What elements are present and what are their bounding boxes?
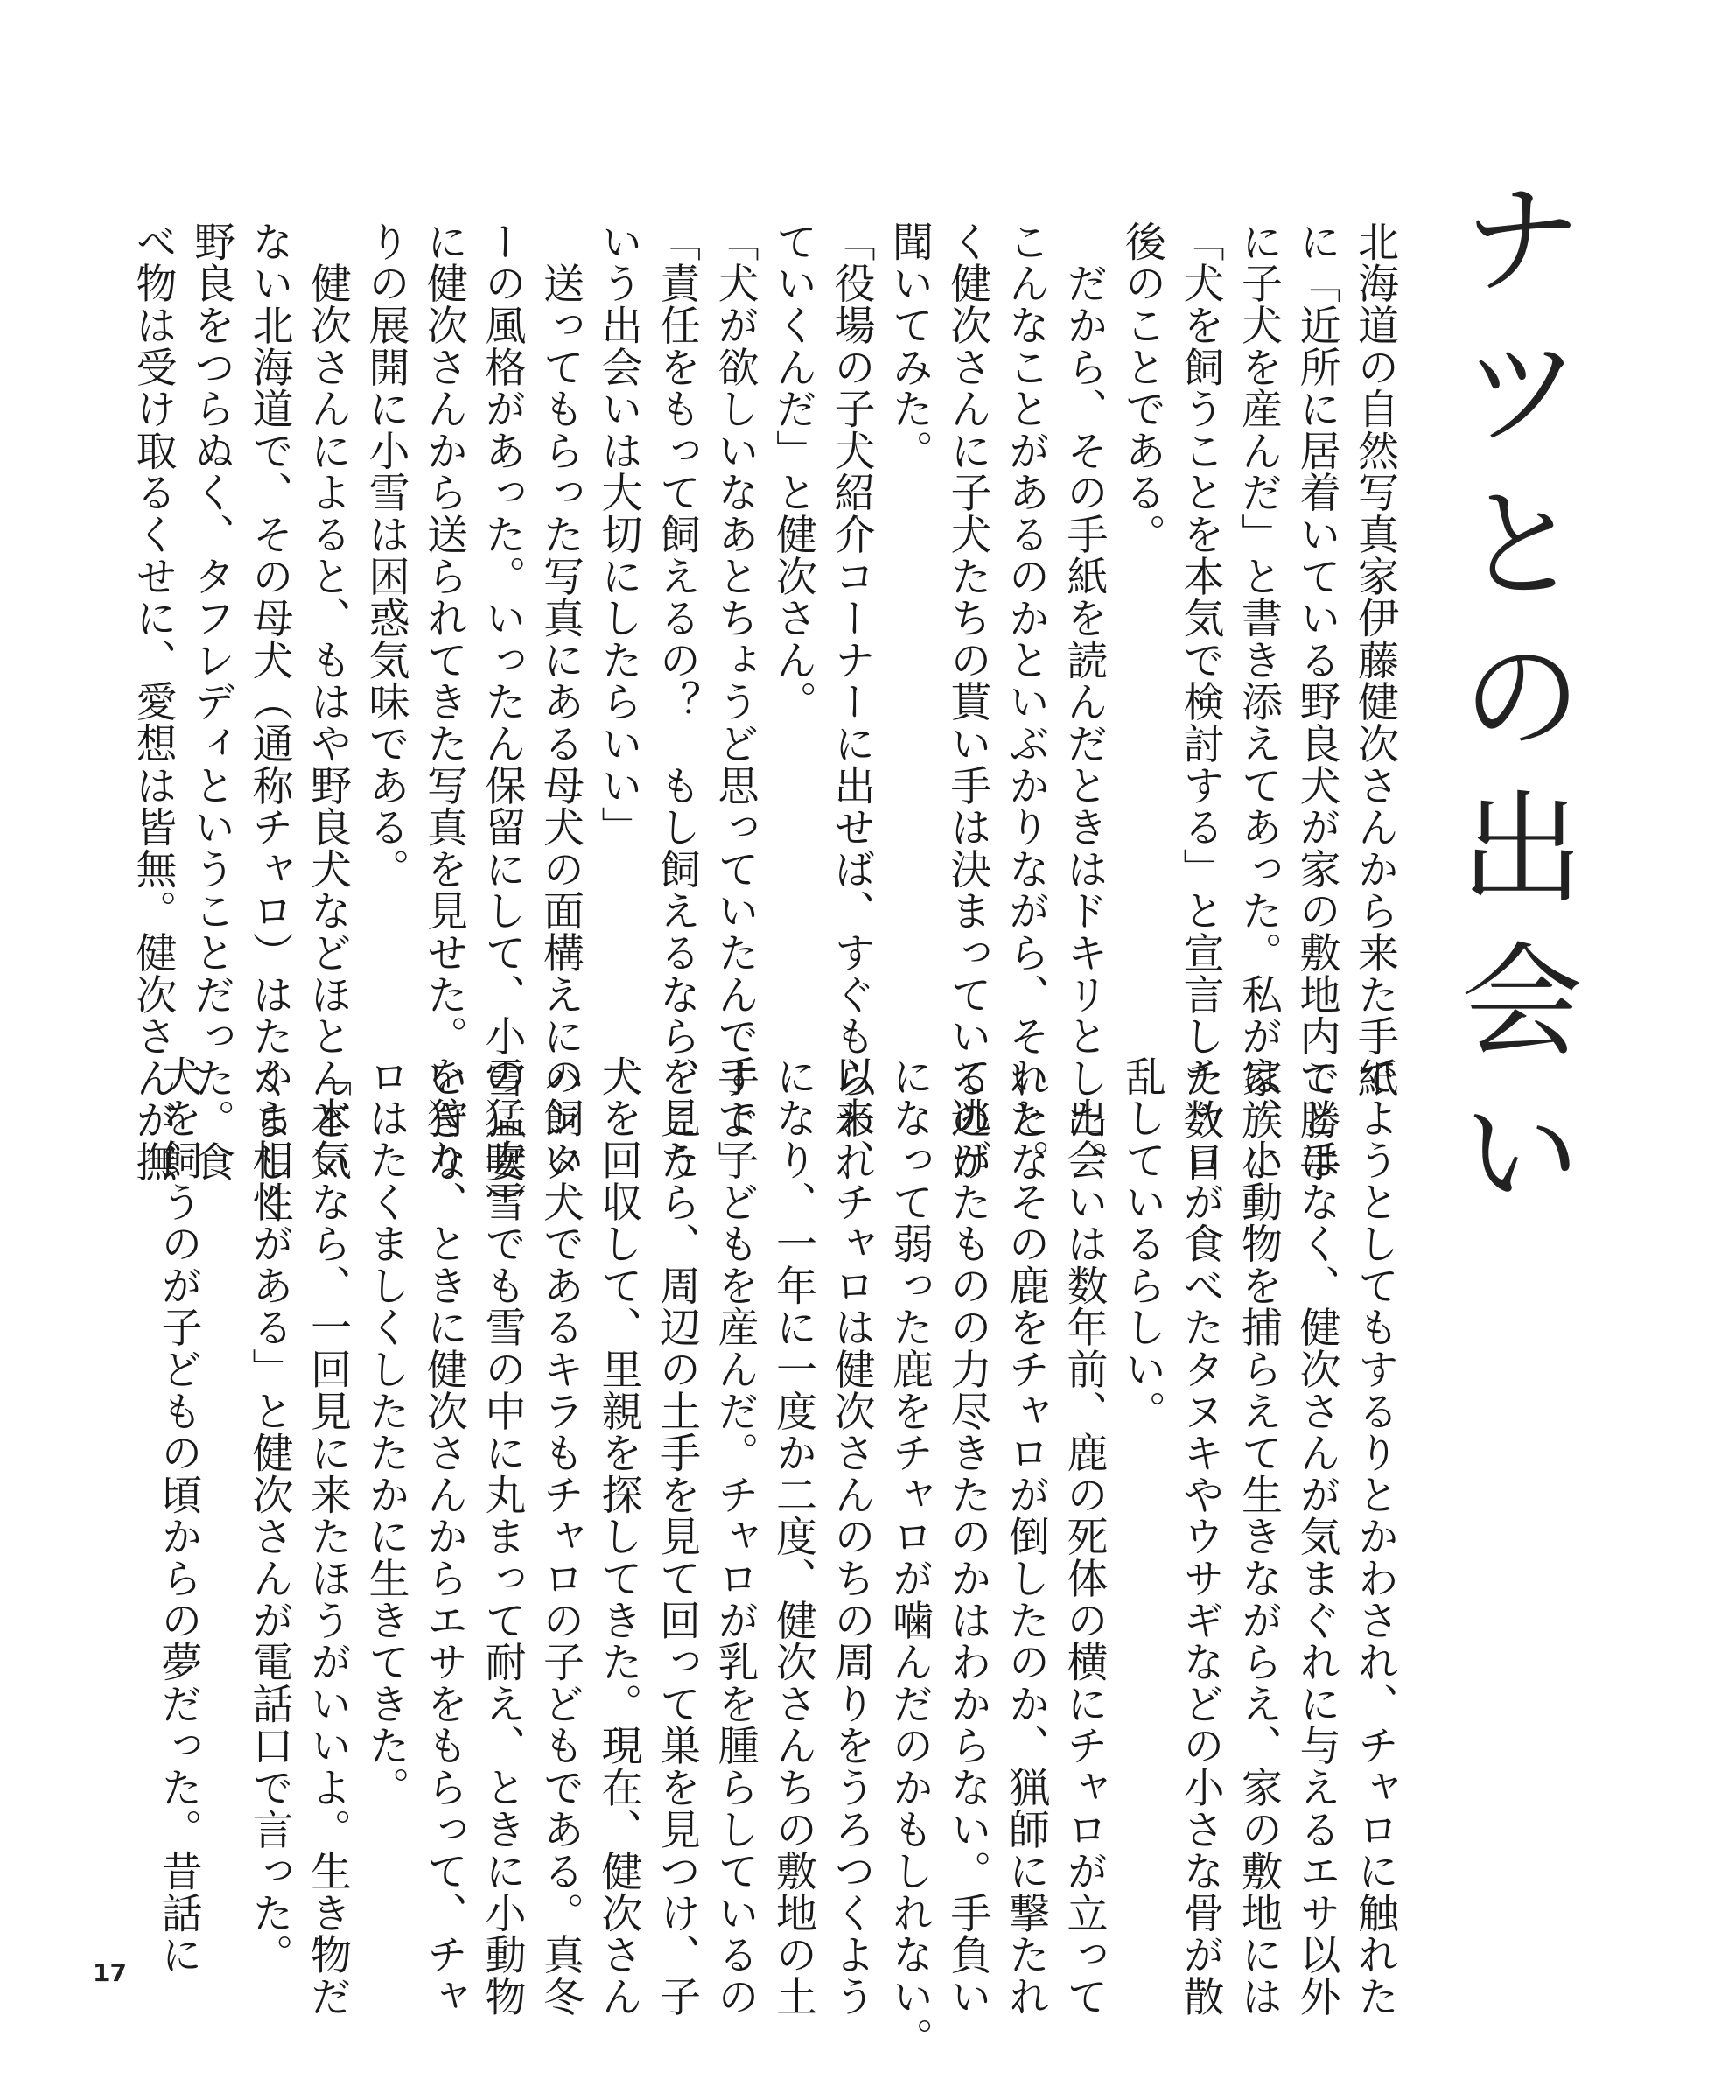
- body-text-lower-continued: 犬を飼うのが子どもの頃からの夢だった。昔話に: [154, 1055, 203, 1976]
- body-text-lower: でようとしてもするりとかわされ、チャロに触れた ことはなく、健次さんが気まぐれに与えるエサ以外 は、小動物を捕らえて生きながらえ、家の敷地には チャロが食べたタヌキやウサギなどの小さな骨が散 乱しているらしい。 出会いは数年前、鹿の死体の横にチャロが立って いた。その鹿をチャロが倒したのか、猟師に撃たれ て逃げたものの力尽きたのかはわからない。手負い になって弱った鹿をチャロが噛んだのかもしれない。 以来、チャロは健次さんのちの周りをうろつくよう になり、一年に一度か二度、健次さんちの敷地の土 手で子どもを産んだ。チャロが乳を腫らしているの を見たら、周辺の土手を見て回って巣を見つけ、子 犬を回収して、里親を探してきた。現在、健次さん の飼い犬であるキラもチャロの子どもである。真冬 の猛吹雪でも雪の中に丸まって耐え、ときに小動物 を狩り、ときに健次さんからエサをもらって、チャ ロはたくましくしたたかに生きてきた。 「本気なら、一回見に来たほうがいいよ。生き物だ から相性がある」と健次さんが電話口で言った。: [245, 1055, 1399, 2060]
- body-text-upper: 北海道の自然写真家伊藤健次さんから来た手紙 に「近所に居着いている野良犬が家の敷地内で勝手 に子犬を産んだ」と書き添えてあった。私が家族に 「犬を飼うことを本気で検討する」と宣言した数日 後のことである。 だから、その手紙を読んだときはドキリとした。 こんなことがあるのかといぶかりながら、それとな く健次さんに子犬たちの貰い手は決まっているのか 聞いてみた。 「役場の子犬紹介コーナーに出せば、すぐもらわれ ていくんだ」と健次さん。 「犬が欲しいなあとちょうど思っていたんですよ」 「責任をもって飼えるの？ もし飼えるなら、こう いう出会いは大切にしたらいい」 送ってもらった写真にある母犬の面構えにハンタ ーの風格があった。いったん保留にして、小雪（妻） に健次さんから送られてきた写真を見せた。いきな りの展開に小雪は困惑気味である。 健次さんによると、もはや野良犬などほとんどい ない北海道で、その母犬（通称チャロ）はたくましく 野良をつらぬく、タフレディということだった。食 べ物は受け取るくせに、愛想は皆無。健次さんが撫: [129, 220, 1399, 1225]
- chapter-title: ナツとの出会い: [1440, 175, 1583, 1241]
- page-number: 17: [93, 1958, 127, 1987]
